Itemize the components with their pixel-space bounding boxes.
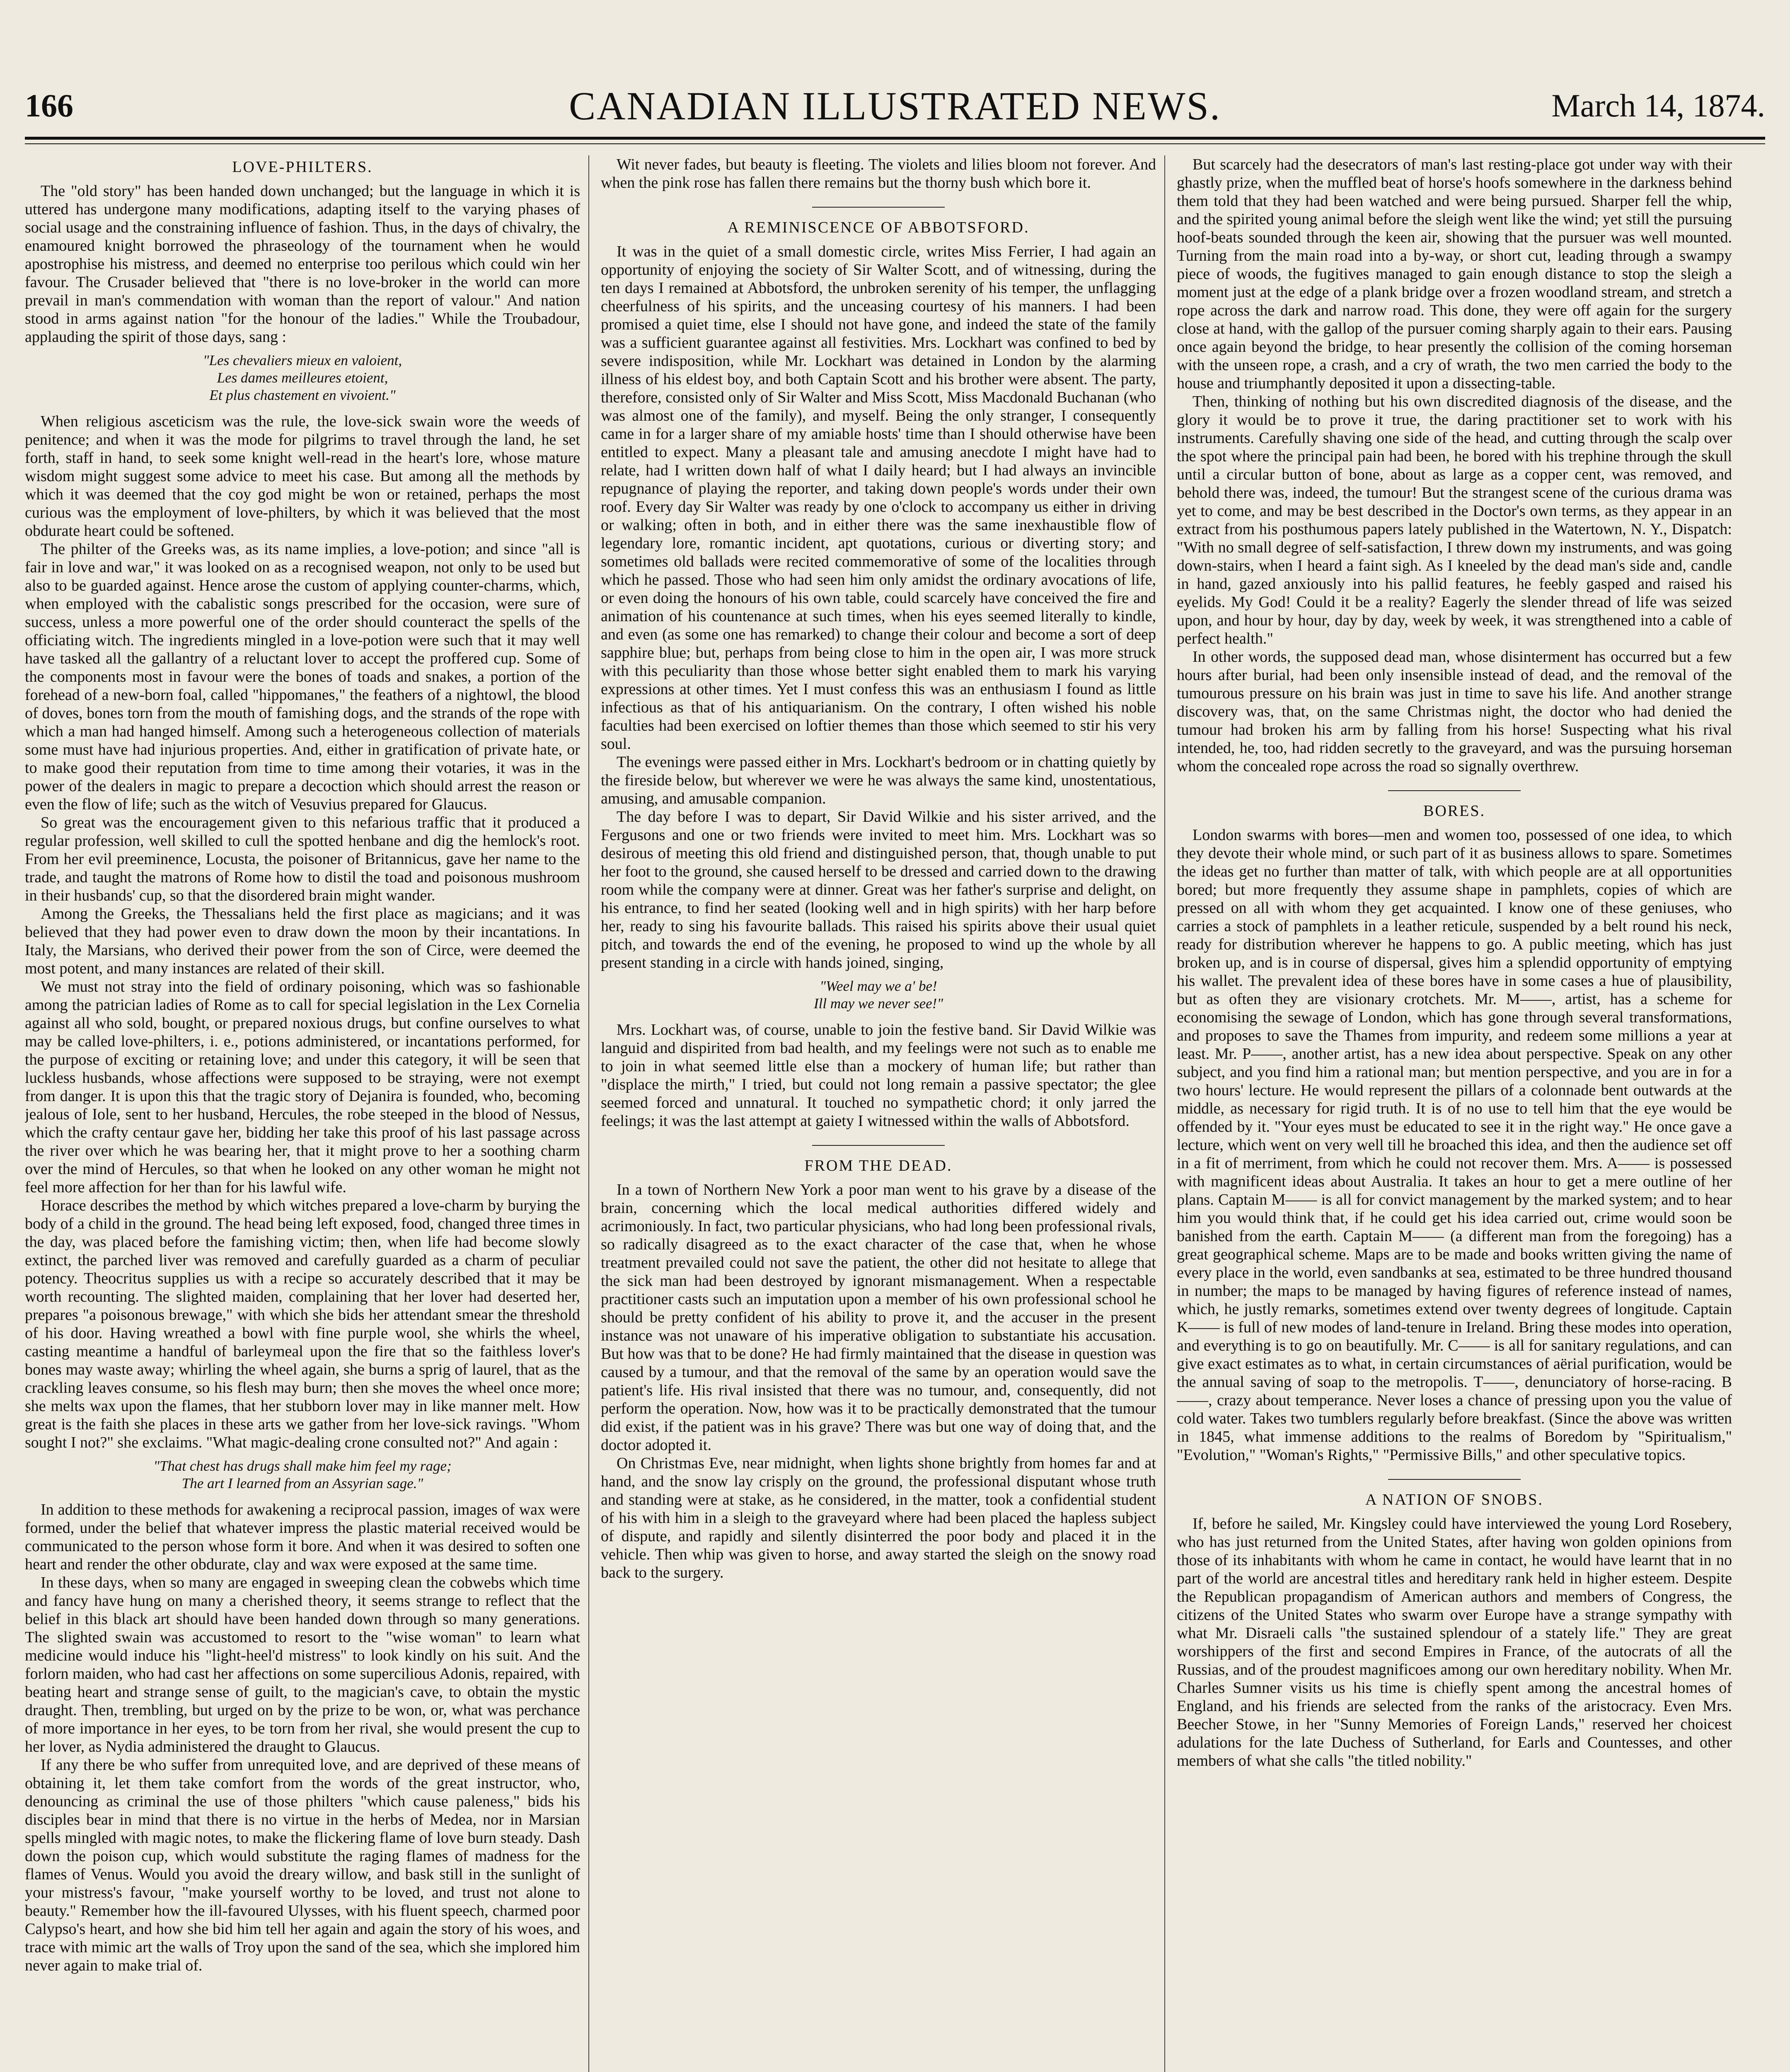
paragraph: We must not stray into the field of ordinary poisoning, which was so fashionable among the patrician ladies of Rome as to call for special legislation in the Lex Cornelia against all who sold, bought, or prepared noxious drugs, but confine ourselves to what may be called love-philters, i. e., potions administered, or incantations performed, for the purpose of exciting or retaining love; and under this category, it will be seen that luckless husbands, whose affections were supposed to be straying, were not exempt from danger. It is upon this that the tragic story of Dejanira is founded, who, becoming jealous of Iole, sent to her husband, Hercules, the robe steeped in the blood of Nessus, which the crafty centaur gave her, bidding her take this proof of his last passage across the river over which he was bearing her, that it might prove to her a soothing charm over the mind of Hercules, so that when he looked on any other woman he might not feel more affection for her than for his lawful wife. <box>25 978 580 1196</box>
verse-troubadour <box>25 352 580 404</box>
paragraph: In addition to these methods for awakening a reciprocal passion, images of wax were formed, under the belief that whatever impress the plastic material received would be communicated to the person whose form it bore. And when it was desired to soften one heart and render the other obdurate, clay and wax were exposed at the same time. <box>25 1501 580 1573</box>
verse-line: Les dames meilleures etoient, <box>217 370 388 386</box>
paragraph: Among the Greeks, the Thessalians held the first place as magicians; and it was believed that they had power even to draw down the moon by their incantations. In Italy, the Marsians, who derived their power from the son of Circe, were deemed the most potent, and many instances are related of their skill. <box>25 905 580 977</box>
paragraph: If, before he sailed, Mr. Kingsley could have interviewed the young Lord Rosebery, who has just returned from the United States, after having won golden opinions from those of its inhabitants with whom he came in contact, he would have learnt that in no part of the world are ancestral titles and hereditary rank held in higher esteem. Despite the Republican propagandism of American authors and members of Congress, the citizens of the United States who swarm over Europe have a strange sympathy with what Mr. Disraeli calls "the sustained splendour of a stately life." They are great worshippers of the first and second Empires in France, of the autocrats of all the Russias, and of the proudest magnificoes among our own hereditary nobility. When Mr. Charles Sumner visits us his time is chiefly spent among the ancestral homes of England, and his friends are selected from the ranks of the aristocracy. Even Mrs. Beecher Stowe, in her "Sunny Memories of Foreign Lands," reserved her choicest adulations for the late Duchess of Sutherland, for Earls and Countesses, and other members of what she calls "the titled nobility." <box>1177 1515 1732 1769</box>
verse-assyrian <box>25 1457 580 1492</box>
paragraph: The "old story" has been handed down unchanged; but the language in which it is uttered has undergone many modifications, adapting itself to the varying phases of social usage and the constraining influence of fashion. Thus, in the days of chivalry, the enamoured knight borrowed the phraseology of the tournament when he would apostrophise his mistress, and deemed no enterprise too perilous which could win her favour. The Crusader believed that "there is no love-broker in the world can more prevail in man's commendation with woman than the report of valour." And nation stood in arms against nation "for the honour of the ladies." While the Troubadour, applauding the spirit of those days, sang : <box>25 182 580 346</box>
article-title-bores: BORES. <box>1423 802 1485 820</box>
paragraph: In these days, when so many are engaged in sweeping clean the cobwebs which time and fancy have hung on many a cherished theory, it seems strange to reflect that the belief in this black art should have been handed down through so many generations. The slighted swain was accustomed to resort to the "wise woman" to learn what medicine would induce his "light-heel'd mistress" to look kindly on his suit. And the forlorn maiden, who had cast her affections on some supercilious Adonis, repaired, with beating heart and strange sense of guilt, to the magician's cave, to obtain the mystic draught. Then, trembling, but urged on by the prize to be won, or, what was perchance of more importance in her eyes, to be torn from her rival, she would present the cup to her lover, as Nydia administered the draught to Glaucus. <box>25 1574 580 1755</box>
header-rule-thin <box>25 143 1765 144</box>
header-rule <box>25 137 1765 140</box>
article-title-love-philters: LOVE-PHILTERS. <box>232 158 373 176</box>
verse-song <box>601 978 1156 1012</box>
column-divider <box>1164 155 1165 2072</box>
article-title-snobs: A NATION OF SNOBS. <box>1365 1491 1543 1508</box>
paragraph: Wit never fades, but beauty is fleeting. The violets and lilies bloom not forever. And when the pink rose has fallen there remains but the thorny bush which bore it. <box>601 156 1156 191</box>
paragraph: The evenings were passed either in Mrs. Lockhart's bedroom or in chatting quietly by the fireside below, but wherever we were he was always the same kind, unostentatious, amusing, and amusable companion. <box>601 753 1156 807</box>
paragraph: London swarms with bores—men and women too, possessed of one idea, to which they devote their whole mind, or such part of it as business allows to spare. Sometimes the ideas get no further than matter of talk, with which people are at all opportunities bored; but more frequently they assume shape in pamphlets, copies of which are pressed on all with whom they get acquainted. I know one of these geniuses, who carries a stock of pamphlets in a leather reticule, suspended by a belt round his neck, ready for distribution wherever he happens to go. A public meeting, which has just broken up, and is in course of dispersal, gives him a splendid opportunity of emptying his wallet. The prevalent idea of these bores have in some cases a hue of plausibility, but as often they are visionary crotchets. Mr. M——, artist, has a scheme for economising the sewage of London, which has gone through several transformations, and proposes to save the Thames from impurity, and redeem some millions a year at least. Mr. P——, another artist, has a new idea about perspective. Speak on any other subject, and you find him a rational man; but mention perspective, and you are in for a two hours' lecture. He would represent the pillars of a colonnade bent outwards at the middle, as necessary for rigid truth. It is of no use to tell him that the eye would be offended by it. "Your eyes must be educated to see it in the right way." He once gave a lecture, which went on very well till he broached this idea, and then the audience set off in a fit of merriment, from which he could not recover them. Mrs. A—— is possessed with magnificent ideas about Australia. It takes an hour to get a mere outline of her plans. Captain M—— is all for convict management by the marked system; and to hear him you would think that, if he could get his idea carried out, crime would soon be banished from the earth. Captain M—— (a different man from the foregoing) has a great geographical scheme. Maps are to be made and books written giving the name of every place in the world, even sandbanks at sea, estimated to be three hundred thousand in number; the maps to be managed by having figures of reference instead of names, which, he justly remarks, sometimes extend over twenty degrees of longitude. Captain K—— is full of new modes of land-tenure in Ireland. Bring these modes into operation, and everything is to go on beautifully. Mr. C—— is all for sanitary regulations, and can give exact estimates as to what, in certain circumstances of aërial purification, would be the annual saving of soap to the metropolis. T——, denunciatory of horse-racing. B——, crazy about temperance. Never loses a chance of pressing upon you the value of cold water. Takes two tumblers regularly before breakfast. (Since the above was written in 1845, what immense additions to the realms of Boredom by "Spiritualism," "Evolution," "Woman's Rights," "Permissive Bills," and other speculative topics. <box>1177 826 1732 1464</box>
verse-line: "Les chevaliers mieux en valoient, <box>203 352 402 368</box>
paragraph: Mrs. Lockhart was, of course, unable to join the festive band. Sir David Wilkie was languid and dispirited from bad health, and my feelings were not such as to enable me to join in what seemed little else than a mockery of human life; but rather than "displace the mirth," I tried, but could not long remain a passive spectator; the glee seemed forced and unnatural. It touched no sympathetic chord; it only jarred the feelings; it was the last attempt at gaiety I witnessed within the walls of Abbotsford. <box>601 1021 1156 1130</box>
paragraph: Then, thinking of nothing but his own discredited diagnosis of the disease, and the glory it would be to prove it true, the daring practitioner set to work with his instruments. Carefully shaving one side of the head, and cutting through the scalp over the spot where the principal pain had been, he bored with his trephine through the skull until a circular button of bone, about as large as a copper cent, was removed, and behold there was, indeed, the tumour! But the strangest scene of the curious drama was yet to come, and may be best described in the Doctor's own terms, as they appear in an extract from his posthumous papers lately published in the Watertown, N. Y., Dispatch: "With no small degree of self-satisfaction, I threw down my instruments, and was going down-stairs, when I heard a faint sigh. As I kneeled by the dead man's side and, candle in hand, gazed anxiously into his pallid features, he feebly gasped and raised his eyelids. My God! Could it be a reality? Eagerly the slender thread of life was seized upon, and hour by hour, day by day, week by week, it was strengthened into a cable of perfect health." <box>1177 393 1732 647</box>
paragraph: On Christmas Eve, near midnight, when lights shone brightly from homes far and at hand, and the snow lay crisply on the ground, the professional disputant whose truth and standing were at stake, as he considered, in the matter, took a confidential student of his with him in a sleigh to the graveyard where had been placed the hapless subject of dispute, and rapidly and silently disinterred the poor body and placed it in the vehicle. Then whip was given to horse, and away started the sleigh on the snowy road back to the surgery. <box>601 1455 1156 1581</box>
paragraph: So great was the encouragement given to this nefarious traffic that it produced a regular profession, well skilled to cull the spotted henbane and dig the hemlock's root. From her evil preeminence, Locusta, the poisoner of Britannicus, gave her name to the trade, and taught the matrons of Rome how to distil the toad and poisonous mushroom in their husbands' cup, so that the disordered brain might wander. <box>25 814 580 904</box>
masthead <box>25 83 1765 133</box>
verse-line: Et plus chastement en vivoient." <box>209 387 396 403</box>
issue-date: March 14, 1874. <box>1551 87 1765 123</box>
verse-line: Ill may we never see!" <box>813 995 943 1012</box>
paragraph: If any there be who suffer from unrequited love, and are deprived of these means of obtaining it, let them take comfort from the words of the great instructor, who, denouncing as criminal the use of those philters "which cause paleness," bids his disciples bear in mind that there is no virtue in the herbs of Medea, nor in Marsian spells mingled with magic notes, to make the flickering flame of love burn steady. Dash down the poison cup, which would substitute the raging flames of madness for the flames of Venus. Would you avoid the dreary willow, and bask still in the sunlight of your mistress's favour, "make yourself worthy to be loved, and trust not alone to beauty." Remember how the ill-favoured Ulysses, with his fluent speech, charmed poor Calypso's heart, and how she bid him tell her again and again the story of his woes, and trace with mimic art the walls of Troy upon the sand of the sea, which she implored him never again to make trial of. <box>25 1756 580 1974</box>
page-number: 166 <box>25 87 73 123</box>
section-rule <box>1388 1479 1521 1480</box>
paragraph: Horace describes the method by which witches prepared a love-charm by burying the body of a child in the ground. The head being left exposed, food, changed three times in the day, was placed before the famishing victim; then, when life had become slowly extinct, the parched liver was removed and carefully guarded as a charm of peculiar potency. Theocritus supplies us with a recipe so accurately described that it may be worth recounting. The slighted maiden, complaining that her lover had deserted her, prepares "a poisonous brewage," with which she bids her attendant smear the threshold of his door. Having wreathed a bowl with fine purple wool, she whirls the wheel, casting meantime a handful of barleymeal upon the fire that so the faithless lover's bones may waste away; whirling the wheel again, she burns a sprig of laurel, that as the crackling leaves consume, so his flesh may burn; then she moves the wheel once more; she melts wax upon the flames, that her stubborn lover may in like manner melt. How great is the faith she places in these arts we gather from her love-sick ravings. "Whom sought I not?" she exclaims. "What magic-dealing crone consulted not?" And again : <box>25 1197 580 1451</box>
article-title-from-the-dead: FROM THE DEAD. <box>804 1157 953 1174</box>
verse-line: "Weel may we a' be! <box>820 978 937 994</box>
paragraph: The philter of the Greeks was, as its name implies, a love-potion; and since "all is fair in love and war," it was looked on as a recognised weapon, not only to be used but also to be guarded against. Hence arose the custom of applying counter-charms, which, when employed with the cabalistic songs prescribed for the occasion, were sure of success, unless a more powerful one of the order should counteract the spells of the officiating witch. The ingredients mingled in a love-potion were such that it may well have tasked all the gallantry of a reluctant lover to accept the proffered cup. Some of the components most in favour were the bones of toads and snakes, a portion of the forehead of a new-born foal, called "hippomanes," the feathers of a nightowl, the blood of doves, bones torn from the mouth of famishing dogs, and the strands of the rope with which a man had hanged himself. Among such a heterogeneous collection of materials some must have had injurious properties. And, either in gratification of private hate, or to make good their reputation from time to time among their votaries, it was in the power of the dealers in magic to prepare a decoction which should arrest the reason or even the flow of life; such as the witch of Vesuvius prepared for Glaucus. <box>25 540 580 813</box>
verse-line: The art I learned from an Assyrian sage." <box>181 1475 423 1491</box>
column-3 <box>1177 155 1732 2072</box>
paragraph: The day before I was to depart, Sir David Wilkie and his sister arrived, and the Fergusons and one or two friends were invited to meet him. Mrs. Lockhart was so desirous of meeting this old friend and distinguished person, that, though unable to put her foot to the ground, she caused herself to be dressed and carried down to the drawing room while the company were at dinner. Great was her father's surprise and delight, on his entrance, to find her seated (looking well and in high spirits) with her harp before her, ready to sing his favourite ballads. This raised his spirits above their usual quiet pitch, and towards the end of the evening, he proposed to wind up the whole by all present standing in a circle with hands joined, singing, <box>601 808 1156 971</box>
section-rule <box>812 207 945 208</box>
article-title-abbotsford: A REMINISCENCE OF ABBOTSFORD. <box>727 219 1030 236</box>
column-divider <box>588 155 589 2072</box>
section-rule <box>812 1145 945 1146</box>
paragraph: In a town of Northern New York a poor man went to his grave by a disease of the brain, concerning which the local medical authorities differed widely and acrimoniously. In fact, two particular physicians, who had long been professional rivals, so radically disagreed as to the exact character of the case that, when he whose treatment prevailed could not save the patient, the other did not hesitate to allege that the sick man had been destroyed by ignorant mismanagement. When a respectable practitioner casts such an imputation upon a member of his own professional school he should be pretty confident of his ability to prove it, and the accuser in the present instance was not unaware of his imperative obligation to substantiate his accusation. But how was that to be done? He had firmly maintained that the disease in question was caused by a tumour, and that the removal of the same by an operation would save the patient's life. His rival insisted that there was no tumour, and, consequently, did not perform the operation. Now, how was it to be practically demonstrated that the tumour did exist, if the patient was in his grave? There was but one way of doing that, and the doctor adopted it. <box>601 1181 1156 1454</box>
paragraph: It was in the quiet of a small domestic circle, writes Miss Ferrier, I had again an opportunity of enjoying the society of Sir Walter Scott, and of witnessing, during the ten days I remained at Abbotsford, the unbroken serenity of his temper, the unflagging cheerfulness of his spirits, and the unceasing courtesy of his manners. I had been promised a quiet time, else I should not have gone, and indeed the state of the family was a sufficient guarantee against all festivities. Mrs. Lockhart was confined to bed by severe indisposition, while Mr. Lockhart was detained in London by the alarming illness of his eldest boy, and both Captain Scott and his brother were absent. The party, therefore, consisted only of Sir Walter and Miss Scott, Miss Macdonald Buchanan (who was almost one of the family), and myself. Being the only stranger, I consequently came in for a larger share of my amiable hosts' time than I should otherwise have been entitled to expect. Many a pleasant tale and amusing anecdote I might have had to relate, had I written down half of what I daily heard; but I had always an invincible repugnance of playing the reporter, and taking down people's words under their own roof. Every day Sir Walter was ready by one o'clock to accompany us either in driving or walking; often in both, and in either there was the same inexhaustible flow of legendary lore, romantic incident, apt quotations, curious or diverting story; and sometimes old ballads were recited commemorative of some of the localities through which he passed. Those who had seen him only amidst the ordinary avocations of life, or even doing the honours of his own table, could scarcely have conceived the fire and animation of his countenance at such times, when his eyes seemed literally to kindle, and even (as some one has remarked) to change their colour and become a sort of deep sapphire blue; but, perhaps from being close to him in the open air, I was more struck with this peculiarity than those whose better sight enabled them to mark his varying expressions at other times. Yet I must confess this was an enthusiasm I found as little infectious as that of his antiquarianism. On the contrary, I often wished his noble faculties had been exercised on loftier themes than those which seemed to stir his very soul. <box>601 243 1156 753</box>
column-2 <box>601 155 1156 2072</box>
verse-line: "That chest has drugs shall make him feel my rage; <box>153 1458 452 1474</box>
paragraph: In other words, the supposed dead man, whose disinterment has occurred but a few hours after burial, had been only insensible instead of dead, and the removal of the tumourous pressure on his brain was just in time to save his life. And another strange discovery was, that, on the same Christmas night, the doctor who had denied the tumour had broken his arm by falling from his horse! Suspecting what his rival intended, he, too, had ridden secretly to the graveyard, and was the pursuing horseman whom the concealed rope across the road so signally overthrew. <box>1177 648 1732 775</box>
newspaper-title: CANADIAN ILLUSTRATED NEWS. <box>569 84 1221 128</box>
paragraph: But scarcely had the desecrators of man's last resting-place got under way with their ghastly prize, when the muffled beat of horse's hoofs somewhere in the darkness behind them told that they had been watched and were being pursued. Sharper fell the whip, and the spirited young animal before the sleigh went like the wind; yet still the pursuing hoof-beats sounded through the keen air, showing that the pursuer was well mounted. Turning from the main road into a by-way, or short cut, leading through a swampy piece of woods, the fugitives managed to gain enough distance to stop the sleigh a moment just at the edge of a plank bridge over a frozen woodland stream, and stretch a rope across the dark and narrow road. This done, they were off again for the surgery close at hand, with the gallop of the pursuer coming sharply again to their ears. Pausing once again beyond the bridge, to hear presently the collision of the coming horseman with the unseen rope, a crash, and a cry of wrath, the two men carried the body to the house and triumphantly deposited it upon a dissecting-table. <box>1177 156 1732 392</box>
paragraph: When religious asceticism was the rule, the love-sick swain wore the weeds of penitence; and when it was the mode for pilgrims to travel through the land, he set forth, staff in hand, to seek some knight well-read in the heart's lore, whose mature wisdom might suggest some advice to meet his case. But among all the methods by which it was deemed that the coy god might be won or retained, perhaps the most curious was the employment of love-philters, by which it was believed that the most obdurate heart could be softened. <box>25 413 580 540</box>
column-1 <box>25 155 580 2072</box>
section-rule <box>1388 790 1521 791</box>
